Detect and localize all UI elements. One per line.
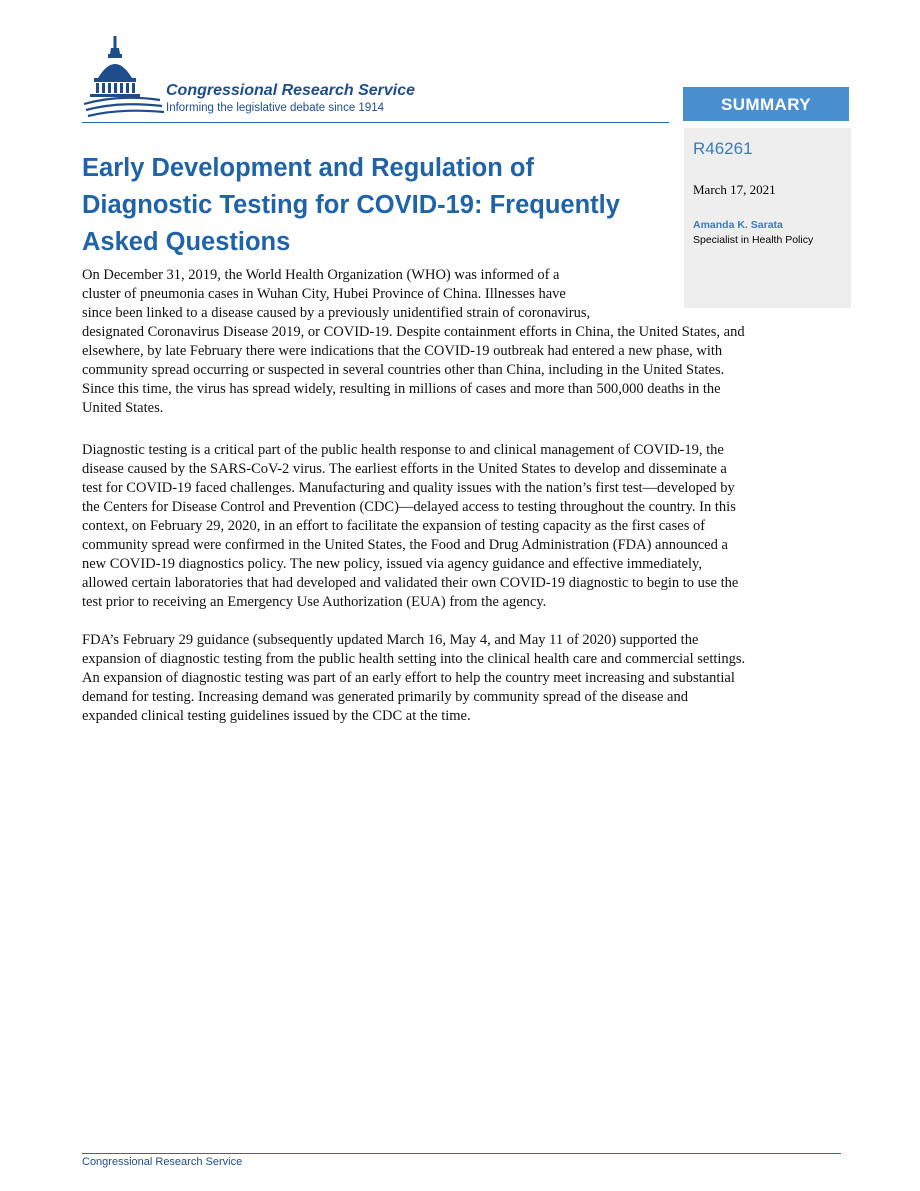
- text-line: since been linked to a disease caused by a previously unidentified strain of coronavirus,: [82, 305, 591, 321]
- page-title: [82, 150, 662, 261]
- text-line: demand for testing. Increasing demand was generated primarily by community spread of the disease and: [82, 689, 688, 705]
- text-line: On December 31, 2019, the World Health Organization (WHO) was informed of a: [82, 267, 560, 283]
- text-line: An expansion of diagnostic testing was part of an early effort to help the country meet increasing and substantial: [82, 670, 735, 686]
- text-line: test prior to receiving an Emergency Use Authorization (EUA) from the agency.: [82, 594, 547, 610]
- text-line: designated Coronavirus Disease 2019, or COVID-19. Despite containment efforts in China, the United States, and: [82, 324, 745, 340]
- report-date: March 17, 2021: [693, 182, 776, 197]
- author-title: Specialist in Health Policy: [693, 234, 814, 246]
- text-line: Diagnostic testing is a critical part of the public health response to and clinical management of COVID-19, the: [82, 442, 724, 458]
- text-line: the Centers for Disease Control and Prevention (CDC)—delayed access to testing throughout the country. In this: [82, 499, 736, 515]
- footer-divider: [82, 1153, 841, 1154]
- text-line: community spread occurring or suspected in several countries other than China, including in the United States.: [82, 362, 725, 378]
- org-name: Congressional Research Service: [166, 82, 416, 99]
- capitol-dome-logo-icon: [80, 34, 180, 122]
- header-divider: [82, 122, 669, 123]
- title-line: Asked Questions: [82, 228, 291, 256]
- summary-paragraph-2: [82, 441, 738, 612]
- text-line: United States.: [82, 400, 164, 416]
- text-line: context, on February 29, 2020, in an effort to facilitate the expansion of testing capacity as the first cases of: [82, 518, 706, 534]
- summary-paragraph-1: [82, 266, 745, 418]
- text-line: FDA’s February 29 guidance (subsequently updated March 16, May 4, and May 11 of 2020) supported the: [82, 632, 699, 648]
- text-line: disease caused by the SARS-CoV-2 virus. The earliest efforts in the United States to develop and disseminate a: [82, 461, 727, 477]
- text-line: expansion of diagnostic testing from the public health setting into the clinical health care and commercial settings.: [82, 651, 746, 667]
- org-tagline: Informing the legislative debate since 1914: [166, 102, 385, 114]
- summary-label: SUMMARY: [683, 87, 849, 121]
- text-line: cluster of pneumonia cases in Wuhan City, Hubei Province of China. Illnesses have: [82, 286, 566, 302]
- report-number: R46261: [693, 139, 753, 158]
- text-line: new COVID-19 diagnostics policy. The new policy, issued via agency guidance and effective immediately,: [82, 556, 702, 572]
- title-line: Early Development and Regulation of: [82, 154, 534, 182]
- text-line: test for COVID-19 faced challenges. Manufacturing and quality issues with the nation’s first test—developed by: [82, 480, 735, 496]
- text-line: elsewhere, by late February there were indications that the COVID-19 outbreak had entered a new phase, with: [82, 343, 723, 359]
- text-line: Since this time, the virus has spread widely, resulting in millions of cases and more than 500,000 deaths in the: [82, 381, 721, 397]
- author-name: Amanda K. Sarata: [693, 219, 783, 231]
- summary-paragraph-3: [82, 631, 745, 726]
- text-line: allowed certain laboratories that had developed and validated their own COVID-19 diagnostic to begin to use the: [82, 575, 739, 591]
- text-line: community spread were confirmed in the United States, the Food and Drug Administration (FDA) announced a: [82, 537, 728, 553]
- title-line: Diagnostic Testing for COVID-19: Frequently: [82, 191, 620, 219]
- footer-org-name: Congressional Research Service: [82, 1156, 243, 1168]
- text-line: expanded clinical testing guidelines issued by the CDC at the time.: [82, 708, 471, 724]
